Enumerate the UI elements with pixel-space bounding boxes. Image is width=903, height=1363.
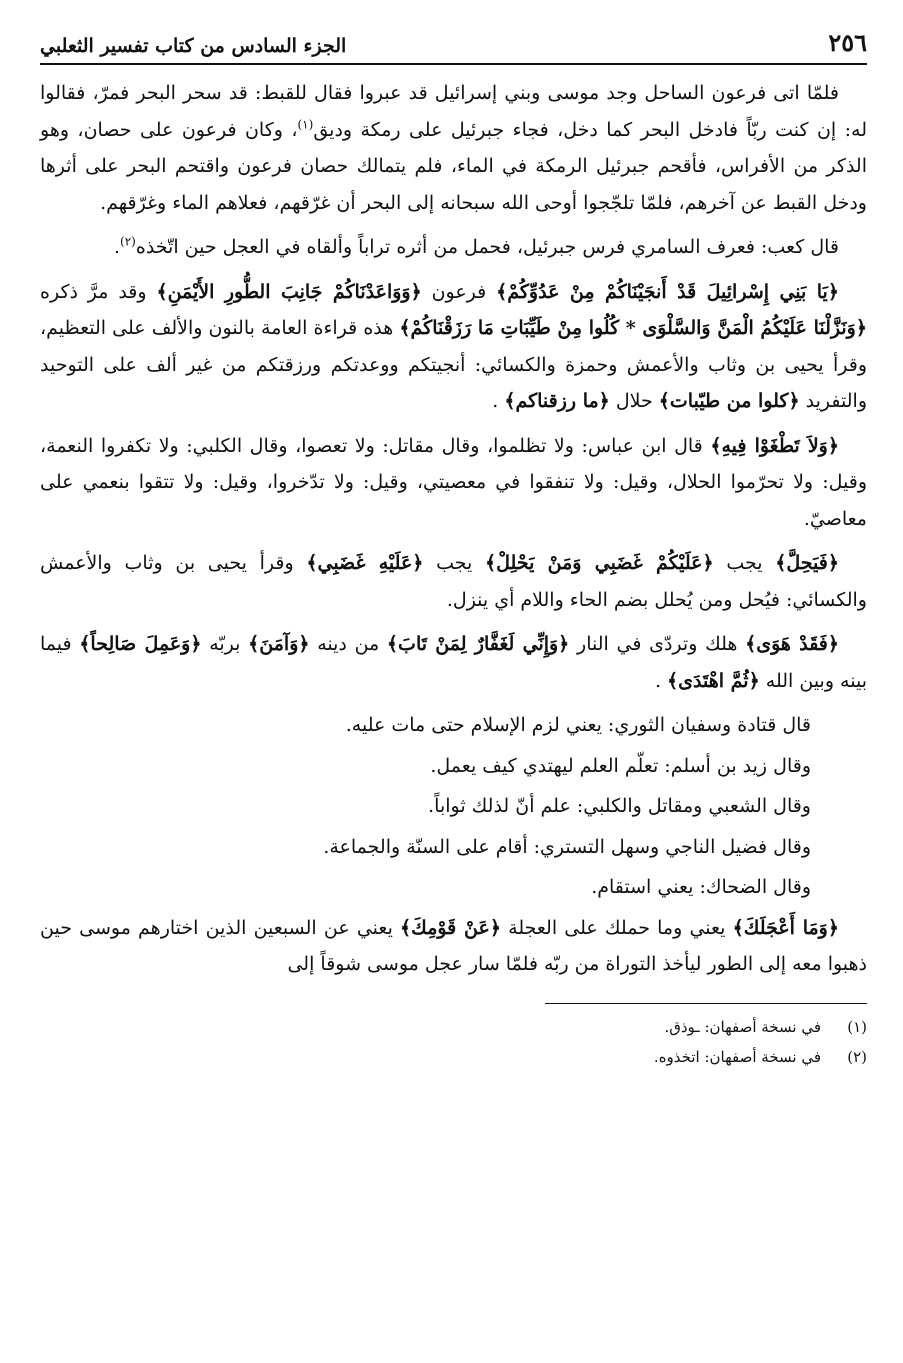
quran-verse: ﴿عَلَيْكُمْ غَضَبِي وَمَنْ يَحْلِلْ﴾ [485,552,714,574]
commentary-text: قال ابن عباس: ولا تظلموا، وقال مقاتل: ولا تعصوا، وقال الكلبي: ولا تكفروا النعمة، وقيل: ولا تحرّموا الحلال، وقيل: ولا تنفقوا في معصيتي، وقيل: ولا تدّخروا، وقيل: ولا تتقوا بنعمي على معاصيّ. [40,434,867,530]
quran-verse: ﴿كلوا من طيّبات﴾ [658,390,800,412]
commentary-text: من دينه [309,633,387,655]
paragraph-text: قال كعب: فعرف السامري فرس جبرئيل، فحمل من أثره تراباً وألقاه في العجل حين اتّخذه [135,236,839,258]
quran-verse: ﴿وَوَاعَدْنَاكُمْ جَانِبَ الطُّورِ الأَيْمَنِ﴾ [156,280,422,303]
quran-verse: ﴿ثُمَّ اهْتَدَى﴾ [667,669,760,692]
quote-shabi: وقال الشعبي ومقاتل والكلبي: علم أنّ لذلك ثواباً. [428,795,811,817]
quran-verse: ﴿عَلَيْهِ غَضَبِي﴾ [306,552,424,574]
paragraph-la-tatghaw [40,428,867,538]
commentary-text: وقد مرَّ ذكره [40,280,157,303]
paragraph-wa-ma-ajalaka [40,910,867,983]
quote-dahhak: وقال الضحاك: يعني استقام. [591,876,811,898]
commentary-text: هلك وتردّى في النار [569,633,746,655]
quran-verse: ﴿وَآمَنَ﴾ [248,633,310,655]
footnote-mark: (٢) [847,1047,867,1066]
quran-verse: ﴿وَلاَ تَطْغَوْا فِيهِ﴾ [710,434,839,457]
page-number: ٢٥٦ [828,28,867,57]
commentary-text: يجب [423,552,486,574]
footnote-text: في نسخة أصفهان: ـوذق. [664,1017,821,1036]
quote-fudayl: وقال فضيل الناجي وسهل التستري: أقام على السنّة والجماعة. [323,835,811,858]
paragraph-pharaoh-sea [40,75,867,221]
commentary-text: يجب [713,552,776,574]
commentary-text: فرعون [421,280,497,303]
quran-verse: ﴿وَنَزَّلْنَا عَلَيْكُمُ الْمَنَّ وَالسَّلْوَى * كُلُوا مِنْ طَيِّبَاتِ مَا رَزَقْنَاكُمْ﴾ [399,317,867,339]
paragraph-kaab [40,229,867,266]
commentary-text: . [492,390,505,412]
commentary-text: هذه قراءة العامة بالنون والألف على التعظيم، وقرأ يحيى بن وثاب والأعمش وحمزة والكسائي: أنجيتكم ووعدتكم ورزقتكم من غير ألف على التوحيد والتفريد [40,317,867,412]
commentary-text: يعني وما حملك على العجلة [500,916,733,939]
quote-zayd: وقال زيد بن أسلم: تعلّم العلم ليهتدي كيف يعمل. [430,754,811,777]
commentary-text: وقرأ يحيى بن وثاب والأعمش والكسائي: فيُحل ومن يُحلل بضم الحاء واللام أي ينزل. [40,552,867,611]
book-title: الجزء السادس من كتاب تفسير الثعلبي [40,35,347,57]
commentary-text: . [654,669,668,692]
paragraph-text: . [113,236,121,258]
quote-qatada: قال قتادة وسفيان الثوري: يعني لزم الإسلام حتى مات عليه. [345,714,811,736]
commentary-text: بربّه [201,633,249,655]
paragraph-text: فلمّا اتى فرعون الساحل وجد موسى وبني إسرائيل قد عبروا فقال للقبط: قد سحر البحر فمرّ، فقالوا له: إن كنت ربّاً فادخل البحر كما دخل، فجاء جبرئيل على رمكة وديق [40,82,867,141]
quran-verse: ﴿وَمَا أَعْجَلَكَ﴾ [732,916,839,939]
footnote-divider [545,1003,867,1004]
paragraph-fayahilla [40,545,867,618]
footnote-2 [40,1042,867,1072]
quran-verse: ﴿فَقَدْ هَوَى﴾ [745,633,840,655]
footnote-ref-1: (١) [297,117,314,132]
quran-verse: ﴿وَإِنِّي لَغَفَّارٌ لِمَنْ تَابَ﴾ [386,633,570,655]
footnote-mark: (١) [847,1017,867,1036]
footnote-text: في نسخة أصفهان: اتخذوه. [653,1047,821,1066]
running-header [40,28,867,65]
main-text [40,75,867,983]
quran-verse: ﴿فَيَحِلَّ﴾ [775,552,839,574]
paragraph-text: ، وكان فرعون على حصان، وهو الذكر من الأفراس، فأقحم جبرئيل الرمكة في الماء، فلم يتمالك حصان فرعون واقتحم البحر على أثرها ودخل القبط عن آخرهم، فلمّا تلجّجوا أوحى الله سبحانه إلى البحر أن غرّقهم، فعلاهم الماء وغرّقهم. [40,118,867,214]
footnote-ref-2: (٢) [120,234,136,249]
quran-verse: ﴿عَنْ قَوْمِكَ﴾ [400,916,501,939]
commentary-text: يعني عن السبعين الذين اختارهم موسى حين ذهبوا معه إلى الطور ليأخذ التوراة من ربّه فلمّا سار عجل موسى شوقاً إلى [40,916,867,975]
quran-verse: ﴿ما رزقناكم﴾ [504,390,610,412]
footnote-1 [40,1012,867,1042]
paragraph-bani-israil [40,274,867,420]
footnotes [40,1012,867,1072]
paragraph-faqad-hawa [40,626,867,699]
commentary-text: حلال [609,390,659,412]
commentary-text: فيما بينه وبين الله [40,633,867,692]
quran-verse: ﴿يَا بَنِي إِسْرائِيلَ قَدْ أَنجَيْنَاكُمْ مِنْ عَدُوِّكُمْ﴾ [496,280,839,303]
quran-verse: ﴿وَعَمِلَ صَالِحاً﴾ [79,633,202,655]
